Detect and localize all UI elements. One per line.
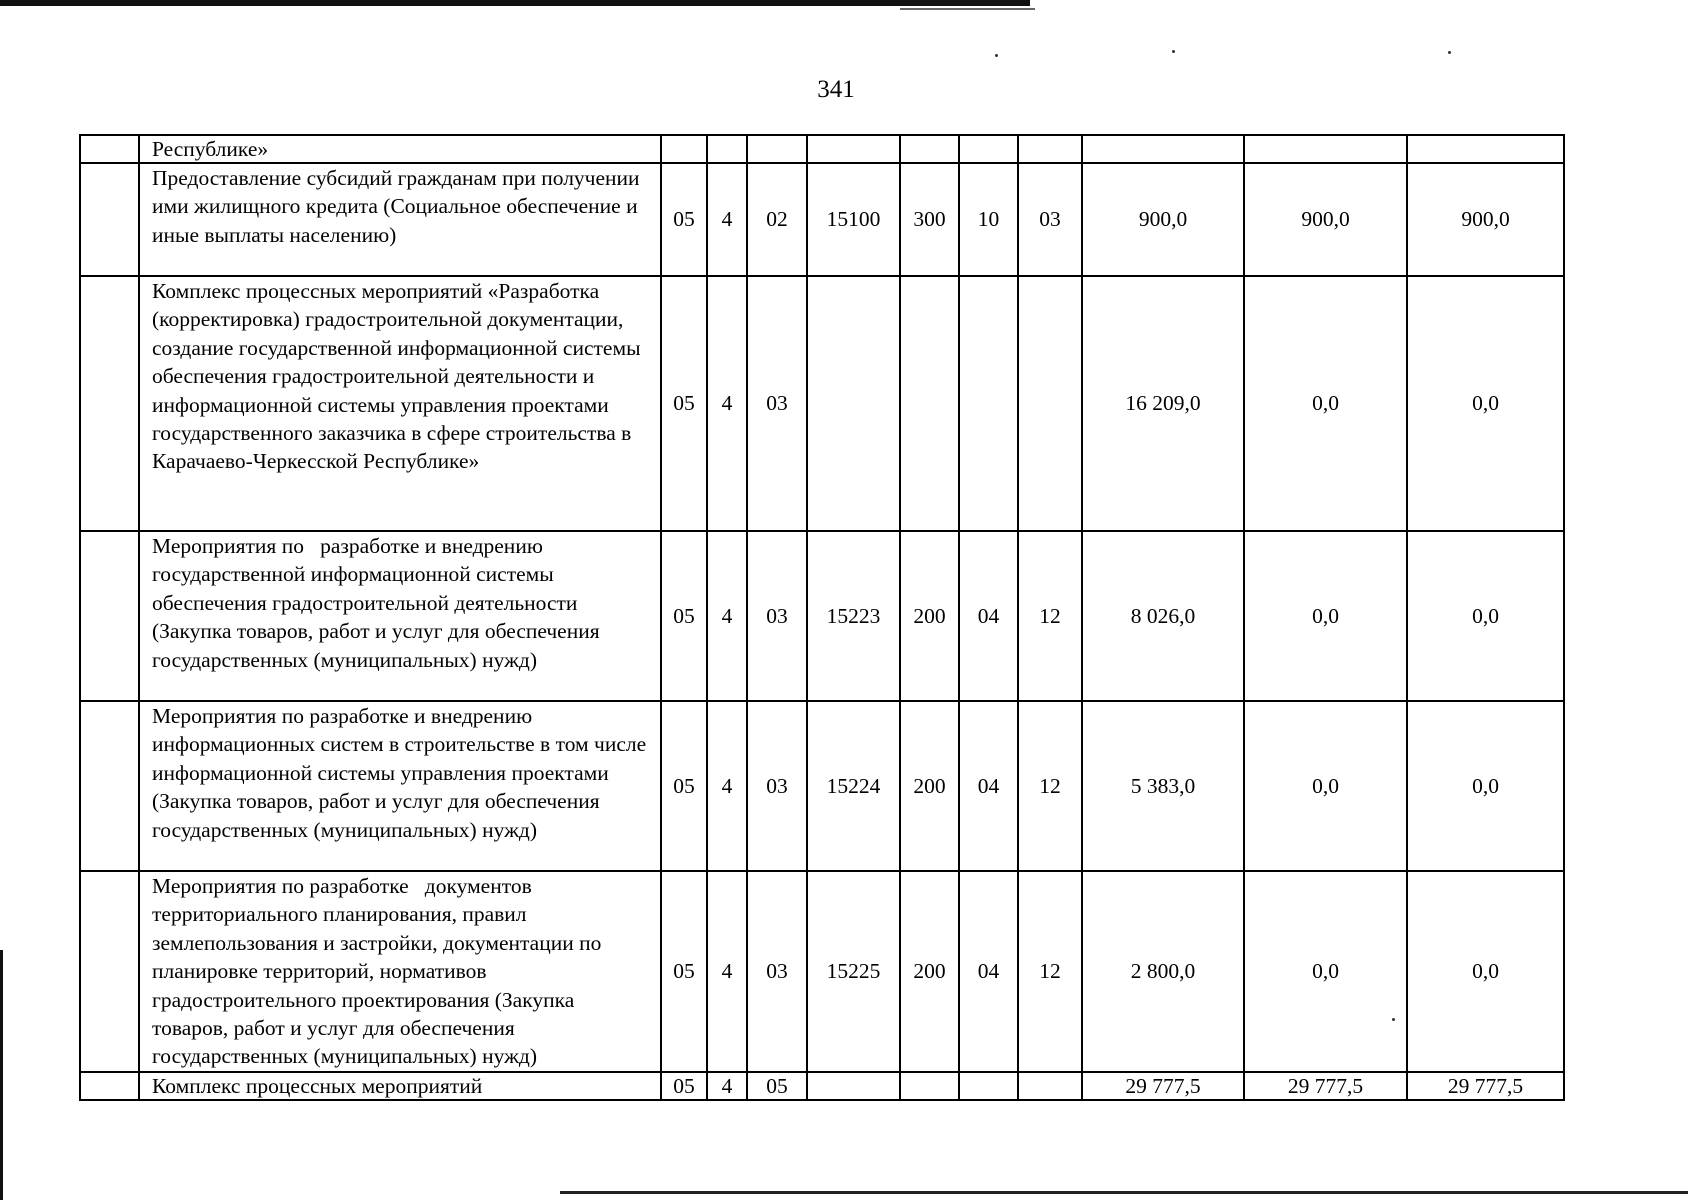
code-section: 05 bbox=[661, 871, 707, 1072]
code-subprogram: 03 bbox=[747, 276, 807, 531]
code-expense-type bbox=[900, 135, 959, 163]
table-row bbox=[80, 163, 1564, 276]
amount-year-2: 0,0 bbox=[1244, 871, 1407, 1072]
amount-year-1: 5 383,0 bbox=[1082, 701, 1244, 871]
row-index-cell bbox=[80, 871, 139, 1072]
code-subdivision: 12 bbox=[1018, 871, 1082, 1072]
code-section: 05 bbox=[661, 1072, 707, 1100]
scan-edge-top-thin bbox=[900, 8, 1035, 10]
amount-year-3: 29 777,5 bbox=[1407, 1072, 1564, 1100]
table-body bbox=[80, 135, 1564, 1100]
table-row bbox=[80, 135, 1564, 163]
amount-year-3: 0,0 bbox=[1407, 276, 1564, 531]
code-target-article: 15223 bbox=[807, 531, 900, 701]
code-section: 05 bbox=[661, 701, 707, 871]
code-subdivision bbox=[1018, 276, 1082, 531]
amount-year-1: 2 800,0 bbox=[1082, 871, 1244, 1072]
item-name: Предоставление субсидий гражданам при получении ими жилищного кредита (Социальное обеспечение и иные выплаты населению) bbox=[139, 163, 661, 276]
item-name: Комплекс процессных мероприятий «Разработка (корректировка) градостроительной документации, создание государственной информационной системы обеспечения градостроительной деятельности и информационной системы управления проектами государственного заказчика в сфере строительства в Карачаево-Черкесской Республике» bbox=[139, 276, 661, 531]
item-name: Комплекс процессных мероприятий bbox=[139, 1072, 661, 1100]
item-name: Мероприятия по разработке и внедрению информационных систем в строительстве в том числе информационной системы управления проектами (Закупка товаров, работ и услуг для обеспечения государственных (муниципальных) нужд) bbox=[139, 701, 661, 871]
amount-year-3 bbox=[1407, 135, 1564, 163]
code-subprogram: 05 bbox=[747, 1072, 807, 1100]
code-subprogram: 03 bbox=[747, 701, 807, 871]
amount-year-1: 29 777,5 bbox=[1082, 1072, 1244, 1100]
amount-year-2: 29 777,5 bbox=[1244, 1072, 1407, 1100]
code-division bbox=[959, 276, 1018, 531]
code-subdivision bbox=[1018, 135, 1082, 163]
amount-year-3: 0,0 bbox=[1407, 871, 1564, 1072]
scan-edge-bottom bbox=[560, 1191, 1688, 1194]
code-division: 10 bbox=[959, 163, 1018, 276]
row-index-cell bbox=[80, 163, 139, 276]
code-target-article: 15100 bbox=[807, 163, 900, 276]
code-division bbox=[959, 135, 1018, 163]
item-name: Мероприятия по разработке и внедрению государственной информационной системы обеспечения градостроительной деятельности (Закупка товаров, работ и услуг для обеспечения государственных (муниципальных) нужд) bbox=[139, 531, 661, 701]
code-expense-type bbox=[900, 276, 959, 531]
row-index-cell bbox=[80, 135, 139, 163]
amount-year-1: 900,0 bbox=[1082, 163, 1244, 276]
code-program-type: 4 bbox=[707, 1072, 747, 1100]
code-section: 05 bbox=[661, 163, 707, 276]
code-expense-type: 200 bbox=[900, 701, 959, 871]
table-row bbox=[80, 531, 1564, 701]
amount-year-2: 0,0 bbox=[1244, 701, 1407, 871]
amount-year-1 bbox=[1082, 135, 1244, 163]
row-index-cell bbox=[80, 276, 139, 531]
code-division: 04 bbox=[959, 701, 1018, 871]
code-program-type: 4 bbox=[707, 701, 747, 871]
code-target-article bbox=[807, 276, 900, 531]
code-section: 05 bbox=[661, 276, 707, 531]
code-program-type: 4 bbox=[707, 163, 747, 276]
table-row bbox=[80, 1072, 1564, 1100]
amount-year-1: 16 209,0 bbox=[1082, 276, 1244, 531]
amount-year-2 bbox=[1244, 135, 1407, 163]
budget-table bbox=[79, 134, 1565, 1101]
code-section bbox=[661, 135, 707, 163]
code-subdivision: 03 bbox=[1018, 163, 1082, 276]
item-name: Мероприятия по разработке документов территориального планирования, правил землепользования и застройки, документации по планировке территорий, нормативов градостроительного проектирования (Закупка товаров, работ и услуг для обеспечения государственных (муниципальных) нужд) bbox=[139, 871, 661, 1072]
code-expense-type bbox=[900, 1072, 959, 1100]
amount-year-2: 900,0 bbox=[1244, 163, 1407, 276]
code-expense-type: 300 bbox=[900, 163, 959, 276]
code-program-type: 4 bbox=[707, 276, 747, 531]
code-target-article bbox=[807, 1072, 900, 1100]
code-subprogram bbox=[747, 135, 807, 163]
code-subdivision bbox=[1018, 1072, 1082, 1100]
code-target-article: 15224 bbox=[807, 701, 900, 871]
code-subprogram: 02 bbox=[747, 163, 807, 276]
scan-speck bbox=[1448, 51, 1451, 54]
code-expense-type: 200 bbox=[900, 871, 959, 1072]
code-subprogram: 03 bbox=[747, 871, 807, 1072]
row-index-cell bbox=[80, 701, 139, 871]
code-division bbox=[959, 1072, 1018, 1100]
page-number: 341 bbox=[817, 76, 855, 103]
amount-year-2: 0,0 bbox=[1244, 276, 1407, 531]
code-target-article: 15225 bbox=[807, 871, 900, 1072]
amount-year-3: 0,0 bbox=[1407, 701, 1564, 871]
code-section: 05 bbox=[661, 531, 707, 701]
item-name: Республике» bbox=[139, 135, 661, 163]
code-division: 04 bbox=[959, 531, 1018, 701]
amount-year-2: 0,0 bbox=[1244, 531, 1407, 701]
scan-speck bbox=[995, 54, 998, 57]
table-row bbox=[80, 871, 1564, 1072]
code-subdivision: 12 bbox=[1018, 701, 1082, 871]
scan-edge-top bbox=[0, 0, 1030, 6]
amount-year-1: 8 026,0 bbox=[1082, 531, 1244, 701]
code-subprogram: 03 bbox=[747, 531, 807, 701]
code-target-article bbox=[807, 135, 900, 163]
code-program-type: 4 bbox=[707, 531, 747, 701]
row-index-cell bbox=[80, 531, 139, 701]
code-program-type bbox=[707, 135, 747, 163]
table-row bbox=[80, 701, 1564, 871]
amount-year-3: 0,0 bbox=[1407, 531, 1564, 701]
code-subdivision: 12 bbox=[1018, 531, 1082, 701]
amount-year-3: 900,0 bbox=[1407, 163, 1564, 276]
code-program-type: 4 bbox=[707, 871, 747, 1072]
table-row bbox=[80, 276, 1564, 531]
scan-speck bbox=[1172, 50, 1175, 53]
row-index-cell bbox=[80, 1072, 139, 1100]
code-expense-type: 200 bbox=[900, 531, 959, 701]
scan-edge-left bbox=[0, 950, 3, 1200]
code-division: 04 bbox=[959, 871, 1018, 1072]
